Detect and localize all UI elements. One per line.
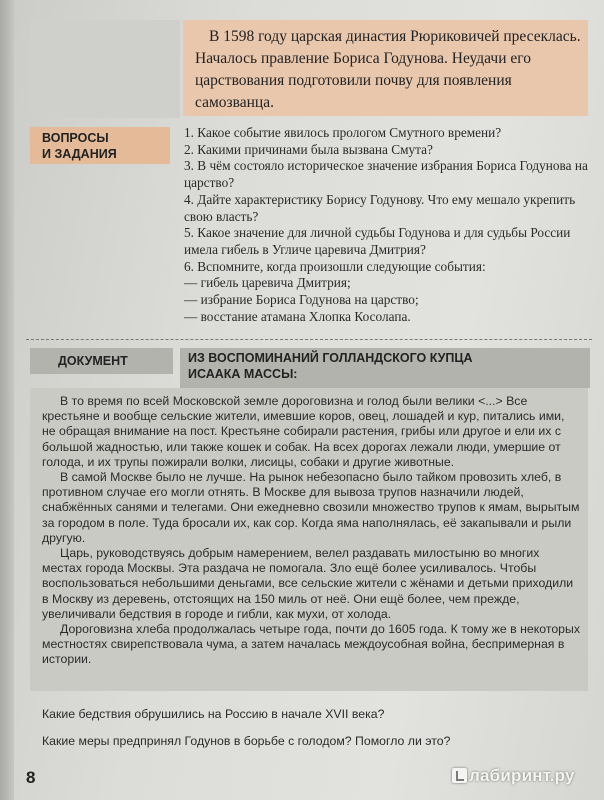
document-paragraph: В то время по всей Московской земле дороговизна и голод были велики <...> Все крестьяне и вообще сельские жители, имевшие коров, овец, лошадей и кур, питались ими, не обращая внимание на пост. Крестьяне собирали растения, грибы или другое и ели их с большой жадностью, или также кошек и собак. На всех дорогах лежали люди, умершие от голода, и их трупы пожирали волки, лисицы, собаки и другие животные.: [42, 394, 565, 469]
question-item: — избрание Бориса Годунова на царство;: [184, 292, 419, 308]
book-gutter-shadow: [0, 0, 14, 800]
watermark: [452, 766, 575, 786]
decorative-gray-block: [30, 20, 180, 118]
questions-label-line2: И ЗАДАНИЯ: [42, 147, 117, 161]
document-paragraph: Царь, руководствуясь добрым намерением, велел раздавать милостыню во многих местах города Москвы. Эта раздача не помогала. Зло ещё более усиливалось. Чтобы воспользоваться небольшими деньгами, все сельские жители с жёнами и детьми приходили в Москву из деревень, отстоящих на 150 миль от неё. Они ещё более, чем прежде, увеличивали бедствия в городе и гибли, как мухи, от холода.: [42, 546, 574, 621]
question-item: 2. Какими причинами была вызвана Смута?: [184, 141, 433, 157]
document-title: [180, 348, 590, 388]
document-title-line2: ИСААКА МАССЫ:: [188, 366, 298, 381]
document-paragraph: Дороговизна хлеба продолжалась четыре года, почти до 1605 года. К тому же в некоторых местностях свирепствовала чума, а затем началась междоусобная война, беспримерная в истории.: [42, 622, 580, 667]
question-item: 6. Вспомните, когда произошли следующие события:: [184, 258, 486, 274]
question-item: — восстание атамана Хлопка Косолапа.: [184, 308, 411, 324]
page-number: 8: [26, 768, 36, 787]
document-label: ДОКУМЕНТ: [30, 348, 173, 374]
watermark-text: лабиринт.ру: [469, 766, 575, 785]
questions-label-line1: ВОПРОСЫ: [42, 131, 109, 145]
question-item: 4. Дайте характеристику Борису Годунову. Что ему мешало укрепить свою власть?: [184, 191, 576, 224]
question-item: 5. Какое значение для личной судьбы Годунова и для судьбы России имела гибель в Угличе царевича Дмитрия?: [184, 225, 571, 257]
adjacent-page-edge: [592, 40, 604, 380]
summary-box: [183, 20, 588, 116]
questions-list: [184, 125, 590, 325]
summary-text: В 1598 году царская династия Рюриковичей пресеклась. Началось правление Бориса Годунова. Неудачи его царствования подготовили почву для появления самозванца.: [195, 28, 581, 111]
document-body: [30, 388, 588, 691]
questions-label: [30, 127, 170, 164]
bottom-question: Какие бедствия обрушились на Россию в начале XVII века?: [42, 707, 385, 721]
section-divider: [26, 339, 592, 340]
question-item: 1. Какое событие явилось прологом Смутного времени?: [184, 125, 502, 140]
labirint-logo-icon: [452, 768, 467, 783]
bottom-question: Какие меры предпринял Годунов в борьбе с голодом? Помогло ли это?: [42, 734, 451, 748]
document-paragraph: В самой Москве было не лучше. На рынок небезопасно было тайком провозить хлеб, в противном случае его могли отнять. В Москве для вывоза трупов назначили людей, снабжённых санями и телегами. Они ежедневно свозили множество трупов к ямам, вырытым за городом в поле. Туда бросали их, как сор. Когда яма наполнялась, её закапывали и рыли другую.: [42, 470, 580, 545]
question-item: 3. В чём состояло историческое значение избрания Бориса Годунова на царство?: [184, 158, 588, 191]
document-title-line1: ИЗ ВОСПОМИНАНИЙ ГОЛЛАНДСКОГО КУПЦА: [188, 351, 473, 365]
question-item: — гибель царевича Дмитрия;: [184, 275, 351, 291]
